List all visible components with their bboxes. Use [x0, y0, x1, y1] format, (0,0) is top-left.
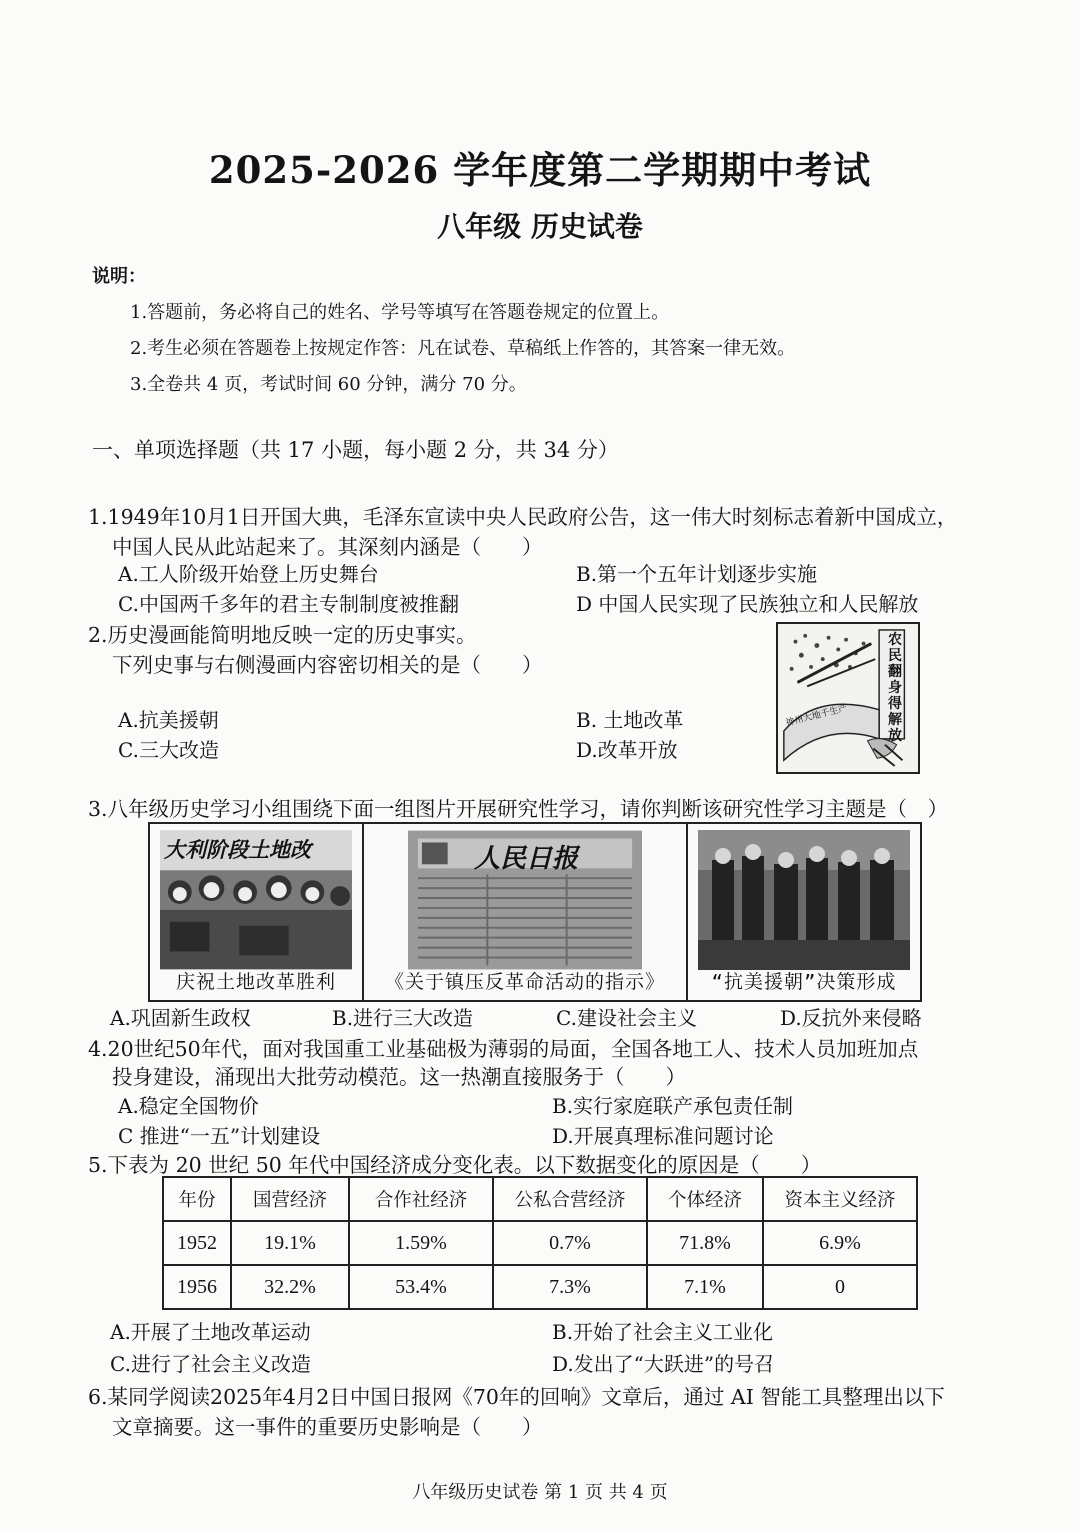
table-header-cell: 年份 — [163, 1177, 231, 1221]
question-1-option-c: C.中国两千多年的君主专制制度被推翻 — [118, 592, 459, 616]
instruction-item: 3.全卷共 4 页，考试时间 60 分钟，满分 70 分。 — [130, 374, 527, 395]
question-4-option-d: D.开展真理标准问题讨论 — [552, 1124, 774, 1148]
table-cell: 32.2% — [231, 1265, 349, 1309]
question-3-option-b: B.进行三大改造 — [332, 1006, 474, 1030]
question-6-text: 文章摘要。这一事件的重要历史影响是（ ） — [112, 1415, 543, 1439]
question-3-option-c: C.建设社会主义 — [556, 1006, 697, 1030]
question-5-option-b: B.开始了社会主义工业化 — [552, 1320, 774, 1344]
question-2-option-a: A.抗美援朝 — [118, 708, 219, 732]
question-4-text: 4.20世纪50年代，面对我国重工业基础极为薄弱的局面，全国各地工人、技术人员加班加点 — [88, 1037, 919, 1061]
exam-title: 2025-2026 学年度第二学期期中考试 — [208, 148, 872, 192]
table-header-row — [163, 1177, 917, 1221]
photo-land-reform — [150, 824, 364, 1000]
photo-meeting — [688, 824, 920, 1000]
question-5-text: 5.下表为 20 世纪 50 年代中国经济成分变化表。以下数据变化的原因是（ ） — [88, 1153, 822, 1177]
question-1-text: 中国人民从此站起来了。其深刻内涵是（ ） — [112, 535, 543, 559]
question-5-option-c: C.进行了社会主义改造 — [110, 1352, 311, 1376]
question-1-option-b: B.第一个五年计划逐步实施 — [576, 562, 818, 586]
photo-sign-text: 大利阶段土地改 — [164, 837, 311, 862]
table-cell: 7.3% — [493, 1265, 647, 1309]
economy-table — [162, 1176, 918, 1310]
question-3-option-d: D.反抗外来侵略 — [780, 1006, 922, 1030]
photo-caption: 《关于镇压反革命活动的指示》 — [384, 971, 665, 993]
question-3-option-a: A.巩固新生政权 — [110, 1006, 251, 1030]
question-2-text: 2.历史漫画能简明地反映一定的历史事实。 — [88, 623, 477, 647]
question-4-option-a: A.稳定全国物价 — [118, 1094, 259, 1118]
table-cell: 0.7% — [493, 1221, 647, 1265]
question-6-text: 6.某同学阅读2025年4月2日中国日报网《70年的回响》文章后，通过 AI 智能工具整理出以下 — [88, 1385, 945, 1409]
table-cell: 71.8% — [647, 1221, 763, 1265]
table-cell: 0 — [763, 1265, 917, 1309]
instruction-item: 1.答题前，务必将自己的姓名、学号等填写在答题卷规定的位置上。 — [130, 302, 670, 323]
instructions-heading: 说明： — [92, 266, 146, 287]
cartoon-banner-text: 农民翻身得解放 — [888, 632, 902, 744]
question-2-text: 下列史事与右侧漫画内容密切相关的是（ ） — [112, 653, 543, 677]
photo-caption: “抗美援朝”决策形成 — [711, 971, 897, 993]
table-header-cell: 个体经济 — [647, 1177, 763, 1221]
question-2-option-b: B. 土地改革 — [576, 708, 684, 732]
cartoon-land-text: 神州大地千生产 — [784, 703, 849, 729]
section-heading: 一、单项选择题（共 17 小题，每小题 2 分，共 34 分） — [92, 438, 619, 462]
table-cell: 1.59% — [349, 1221, 493, 1265]
table-cell: 53.4% — [349, 1265, 493, 1309]
question-4-option-b: B.实行家庭联产承包责任制 — [552, 1094, 794, 1118]
photo-newspaper — [364, 824, 688, 1000]
table-header-cell: 公私合营经济 — [493, 1177, 647, 1221]
table-cell: 1952 — [163, 1221, 231, 1265]
question-1-text: 1.1949年10月1日开国大典，毛泽东宣读中央人民政府公告，这一伟大时刻标志着新中国成立， — [88, 505, 958, 529]
exam-subtitle: 八年级 历史试卷 — [437, 210, 643, 243]
photo-strip — [148, 822, 922, 1002]
question-1-option-d: D 中国人民实现了民族独立和人民解放 — [576, 592, 919, 616]
photo-masthead-text: 人民日报 — [474, 844, 579, 874]
question-5-option-a: A.开展了土地改革运动 — [110, 1320, 311, 1344]
table-header-cell: 资本主义经济 — [763, 1177, 917, 1221]
page-footer: 八年级历史试卷 第 1 页 共 4 页 — [412, 1482, 668, 1503]
table-cell: 7.1% — [647, 1265, 763, 1309]
photo-caption: 庆祝土地改革胜利 — [175, 971, 336, 993]
table-header-cell: 国营经济 — [231, 1177, 349, 1221]
photo-meeting-image — [698, 830, 910, 970]
question-1-option-a: A.工人阶级开始登上历史舞台 — [118, 562, 379, 586]
question-5-option-d: D.发出了“大跃进”的号召 — [552, 1352, 775, 1376]
table-header-cell: 合作社经济 — [349, 1177, 493, 1221]
table-cell: 1956 — [163, 1265, 231, 1309]
table-row — [163, 1265, 917, 1309]
table-cell: 6.9% — [763, 1221, 917, 1265]
table-row — [163, 1221, 917, 1265]
land-reform-cartoon — [776, 622, 920, 774]
question-4-option-c: C 推进“一五”计划建设 — [118, 1124, 321, 1148]
question-2-option-d: D.改革开放 — [576, 738, 678, 762]
instruction-item: 2.考生必须在答题卷上按规定作答：凡在试卷、草稿纸上作答的，其答案一律无效。 — [130, 338, 796, 359]
question-3-text: 3.八年级历史学习小组围绕下面一组图片开展研究性学习，请你判断该研究性学习主题是（ ） — [88, 797, 949, 821]
question-2-option-c: C.三大改造 — [118, 738, 219, 762]
table-cell: 19.1% — [231, 1221, 349, 1265]
question-4-text: 投身建设，涌现出大批劳动模范。这一热潮直接服务于（ ） — [112, 1065, 686, 1089]
